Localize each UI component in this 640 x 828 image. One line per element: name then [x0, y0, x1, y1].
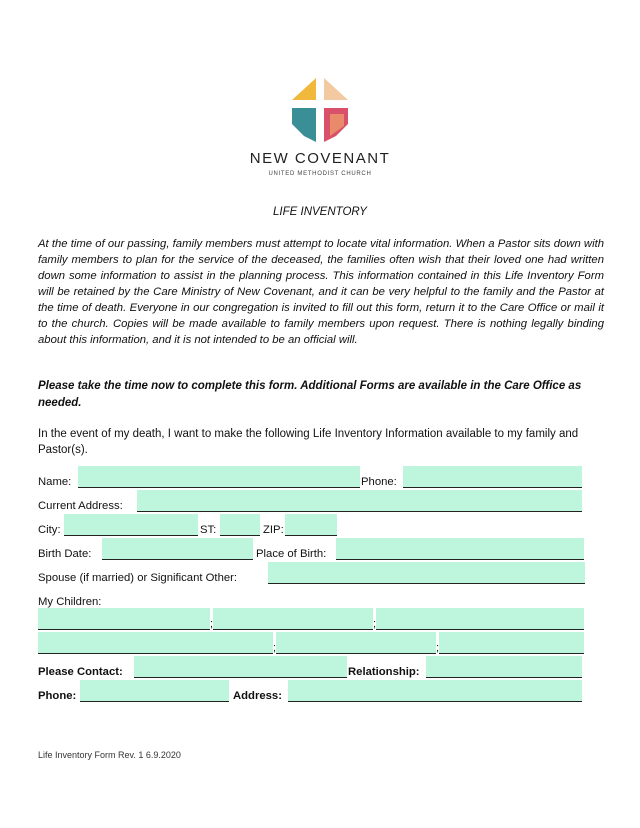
phone-field[interactable]: [403, 466, 582, 488]
st-field[interactable]: [220, 514, 260, 536]
child-field-5[interactable]: [276, 632, 436, 654]
logo-bottom-left-shape: [292, 108, 316, 142]
instruction-text: Please take the time now to complete this form. Additional Forms are available in the Care Office as needed.: [38, 380, 582, 409]
separator: ;: [373, 618, 377, 630]
relationship-label: Relationship:: [348, 666, 420, 678]
place-of-birth-field[interactable]: [336, 538, 584, 560]
contact-phone-label: Phone:: [38, 690, 77, 702]
zip-label: ZIP:: [263, 524, 284, 536]
name-label: Name:: [38, 476, 72, 488]
spouse-field[interactable]: [268, 562, 585, 584]
church-logo: [284, 76, 356, 148]
contact-address-field[interactable]: [288, 680, 582, 702]
phone-label: Phone:: [361, 476, 397, 488]
child-field-4[interactable]: [38, 632, 273, 654]
zip-field[interactable]: [285, 514, 337, 536]
statement-text: In the event of my death, I want to make the following Life Inventory Information available to my family and Pastor(s).: [38, 428, 579, 456]
separator: ;: [210, 618, 214, 630]
please-contact-label: Please Contact:: [38, 666, 123, 678]
city-label: City:: [38, 524, 61, 536]
form-title: LIFE INVENTORY: [273, 206, 367, 218]
name-field[interactable]: [78, 466, 360, 488]
birth-date-label: Birth Date:: [38, 548, 92, 560]
church-subtitle: UNITED METHODIST CHURCH: [268, 171, 372, 177]
separator: ;: [436, 642, 440, 654]
place-of-birth-label: Place of Birth:: [256, 548, 327, 560]
relationship-field[interactable]: [426, 656, 582, 678]
my-children-label: My Children:: [38, 596, 102, 608]
child-field-6[interactable]: [439, 632, 584, 654]
logo-top-left-shape: [292, 78, 316, 100]
child-field-1[interactable]: [38, 608, 210, 630]
current-address-label: Current Address:: [38, 500, 123, 512]
child-field-3[interactable]: [376, 608, 584, 630]
contact-field[interactable]: [134, 656, 347, 678]
child-field-2[interactable]: [213, 608, 373, 630]
church-name: NEW COVENANT: [249, 150, 391, 167]
contact-phone-field[interactable]: [80, 680, 229, 702]
current-address-field[interactable]: [137, 490, 582, 512]
spouse-label: Spouse (if married) or Significant Other:: [38, 572, 238, 584]
address-label: Address:: [233, 690, 282, 702]
footer-text: Life Inventory Form Rev. 1 6.9.2020: [38, 750, 181, 760]
separator: ;: [273, 642, 277, 654]
logo-top-right-shape: [324, 78, 348, 100]
st-label: ST:: [200, 524, 217, 536]
intro-paragraph: At the time of our passing, family members must attempt to locate vital information. When a Pastor sits down with family members to plan for the service of the deceased, the families often wish that their loved one had written down some information to assist in the planning process. This information contained in this Life Inventory Form will be retained by the Care Ministry of New Covenant, and it can be very helpful to the family and the Pastor at the time of death. Everyone in our congregation is invited to fill out this form, return it to the Care Office or mail it to the church. Copies will be made available to family members upon request. There is nothing legally binding about this information, and it is not intended to be an official will.: [38, 238, 604, 346]
birth-date-field[interactable]: [102, 538, 253, 560]
city-field[interactable]: [64, 514, 198, 536]
